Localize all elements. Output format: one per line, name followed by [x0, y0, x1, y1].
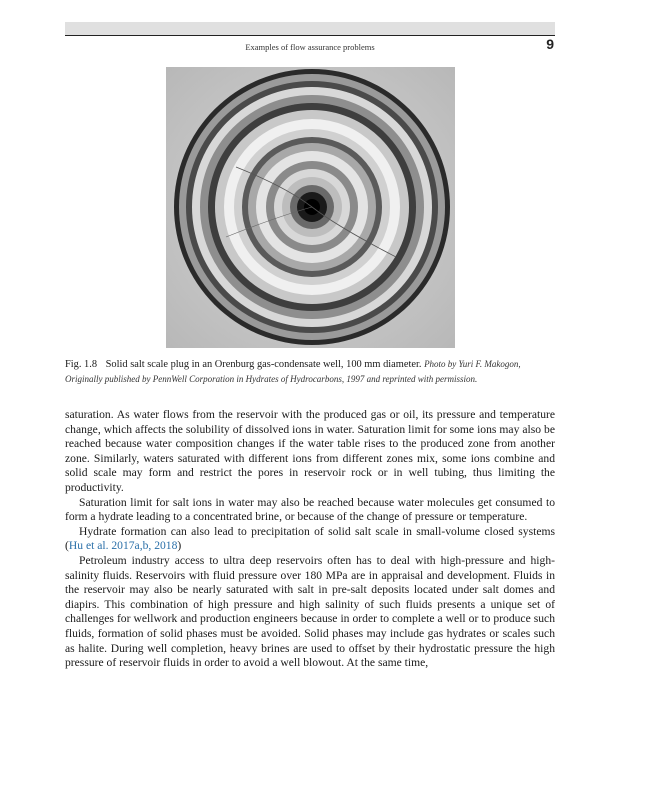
- figure-caption: [65, 357, 555, 387]
- paragraph-4: Petroleum industry access to ultra deep reservoirs often has to deal with high-pressure and high-salinity fluids. Reservoirs with fluid pressure over 180 MPa are in appraisal and development. Fluids in the reservoir may also be nearly saturated with salt in pre-salt deposits located under salt domes and diapirs. This combination of high pressure and high salinity of such fluids presents a unique set of challenges for wellwork and production engineers because in order to complete a well or to produce such fluids, formation of solid phases must be avoided. Solid phases may include gas hydrates or scales such as halite. During well completion, heavy brines are used to offset by their hydrostatic pressure the high pressure of reservoir fluids in order to avoid a well blowout. At the same time,: [65, 553, 555, 670]
- paragraph-3-end: ): [177, 539, 182, 553]
- paragraph-2: Saturation limit for salt ions in water may also be reached because water molecules get consumed to form a hydrate leading to a concentrated brine, or because of the change of pressure or temperature.: [65, 495, 555, 524]
- body-text: [65, 408, 555, 671]
- figure-salt-scale-plug-photo: [166, 67, 455, 348]
- figure-label: Fig. 1.8: [65, 359, 98, 370]
- running-title: Examples of flow assurance problems: [245, 42, 375, 52]
- page-number: 9: [546, 36, 554, 52]
- paragraph-1: saturation. As water flows from the reservoir with the produced gas or oil, its pressure and temperature change, which affects the solubility of dissolved ions in water. Saturation limit for some ions may also be reached because water composition changes if the water table rises to the produced zone from another zone. Similarly, waters saturated with different ions from different zones mix, some ions combine and solid scale may form and restrict the pores in reservoir rock or in well tubing, thus limiting the productivity.: [65, 408, 555, 494]
- header-band: [65, 22, 555, 35]
- figure-credit: Photo by Yuri F. Makogon, Originally published by PennWell Corporation in Hydrates of Hydrocarbons, 1997 and reprinted with permission.: [65, 359, 521, 384]
- paragraph-3-text: Hydrate formation can also lead to precipitation of solid salt scale in small-volume closed systems (: [65, 524, 555, 553]
- header-rule: [65, 35, 555, 36]
- citation-link-hu-et-al[interactable]: Hu et al. 2017a,b, 2018: [68, 539, 178, 553]
- paragraph-3: [65, 525, 555, 554]
- figure-caption-text: Solid salt scale plug in an Orenburg gas-condensate well, 100 mm diameter.: [105, 359, 422, 370]
- salt-scale-plug-image: [166, 67, 455, 348]
